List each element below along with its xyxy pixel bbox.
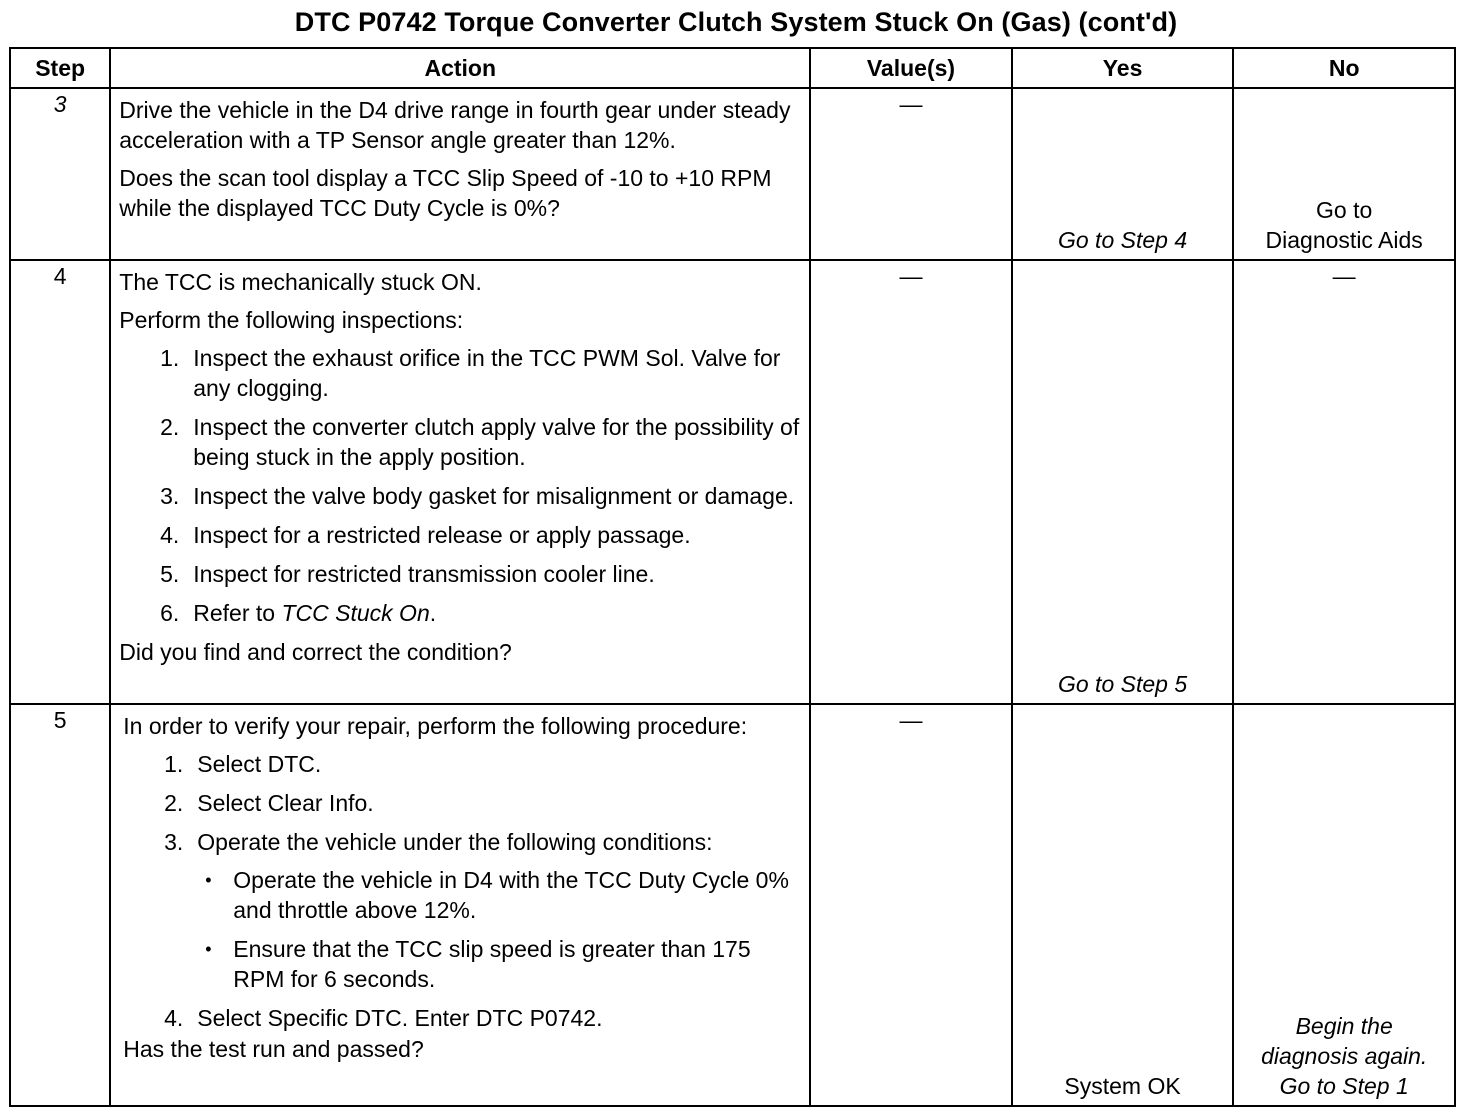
diagnostic-table	[9, 47, 1456, 1107]
values-cell: —	[810, 260, 1012, 704]
no-cell	[1233, 704, 1455, 1106]
page-title: DTC P0742 Torque Converter Clutch System Stuck On (Gas) (cont'd)	[294, 7, 1178, 37]
yes-cell	[1012, 260, 1234, 704]
no-result-line: Diagnostic Aids	[1265, 227, 1423, 253]
action-question: Has the test run and passed?	[123, 1036, 424, 1062]
list-item: 2. Inspect the converter clutch apply valve for the possibility of being stuck in the apply position.	[160, 414, 800, 470]
list-item: 3. Operate the vehicle under the following conditions: • Operate the vehicle in D4 with the TCC Duty Cycle 0% and throttle above 12%. • Ensure that the TCC slip speed is greater than 175 RPM for 6 seconds.	[123, 827, 801, 994]
table-row	[10, 260, 1455, 704]
action-text: In order to verify your repair, perform the following procedure:	[123, 713, 748, 739]
action-text: Perform the following inspections:	[119, 307, 464, 333]
action-question: Does the scan tool display a TCC Slip Speed of -10 to +10 RPM while the displayed TCC Duty Cycle is 0%?	[119, 165, 772, 221]
yes-result: System OK	[1064, 1073, 1181, 1099]
list-item: 2. Select Clear Info.	[164, 790, 374, 816]
action-text: The TCC is mechanically stuck ON.	[119, 269, 482, 295]
table-header-row	[10, 48, 1455, 88]
step-number: 4	[10, 260, 110, 704]
action-question: Did you find and correct the condition?	[119, 639, 512, 665]
condition-list	[197, 865, 801, 994]
procedure-list	[123, 749, 801, 1033]
yes-cell	[1012, 88, 1234, 260]
list-item: 1. Inspect the exhaust orifice in the TCC PWM Sol. Valve for any clogging.	[160, 345, 781, 401]
header-action: Action	[110, 48, 810, 88]
bullet-item: • Ensure that the TCC slip speed is greater than 175 RPM for 6 seconds.	[205, 936, 751, 992]
inspection-list	[119, 343, 801, 628]
yes-result: Go to Step 4	[1057, 227, 1188, 253]
action-text: Drive the vehicle in the D4 drive range in fourth gear under steady acceleration with a TP Sensor angle greater than 12%.	[119, 97, 791, 153]
table-row	[10, 88, 1455, 260]
reference-link: TCC Stuck On	[281, 600, 430, 626]
list-item: 6. Refer to TCC Stuck On.	[160, 600, 437, 626]
values-cell: —	[810, 704, 1012, 1106]
list-item: 3. Inspect the valve body gasket for misalignment or damage.	[160, 483, 795, 509]
no-cell	[1233, 88, 1455, 260]
no-result-line: Go to	[1316, 197, 1373, 223]
no-result-line: diagnosis again.	[1261, 1043, 1428, 1069]
table-row	[10, 704, 1455, 1106]
header-values: Value(s)	[810, 48, 1012, 88]
list-item: 1. Select DTC.	[164, 751, 322, 777]
list-item: 4. Select Specific DTC. Enter DTC P0742.	[164, 1005, 603, 1031]
step-number: 5	[10, 704, 110, 1106]
values-cell: —	[810, 88, 1012, 260]
header-yes: Yes	[1012, 48, 1234, 88]
no-result	[1234, 1011, 1454, 1101]
yes-cell	[1012, 704, 1234, 1106]
bullet-item: • Operate the vehicle in D4 with the TCC Duty Cycle 0% and throttle above 12%.	[205, 867, 789, 923]
no-result	[1234, 195, 1454, 255]
list-item: 5. Inspect for restricted transmission cooler line.	[160, 561, 655, 587]
action-cell	[110, 260, 810, 704]
no-result-line: Begin the	[1295, 1013, 1393, 1039]
no-cell: —	[1233, 260, 1455, 704]
header-no: No	[1233, 48, 1455, 88]
list-item: 4. Inspect for a restricted release or apply passage.	[160, 522, 691, 548]
action-cell	[110, 88, 810, 260]
no-result-line: Go to Step 1	[1279, 1073, 1409, 1099]
step-number: 3	[10, 88, 110, 260]
header-step: Step	[10, 48, 110, 88]
yes-result: Go to Step 5	[1057, 671, 1188, 697]
action-cell	[110, 704, 810, 1106]
